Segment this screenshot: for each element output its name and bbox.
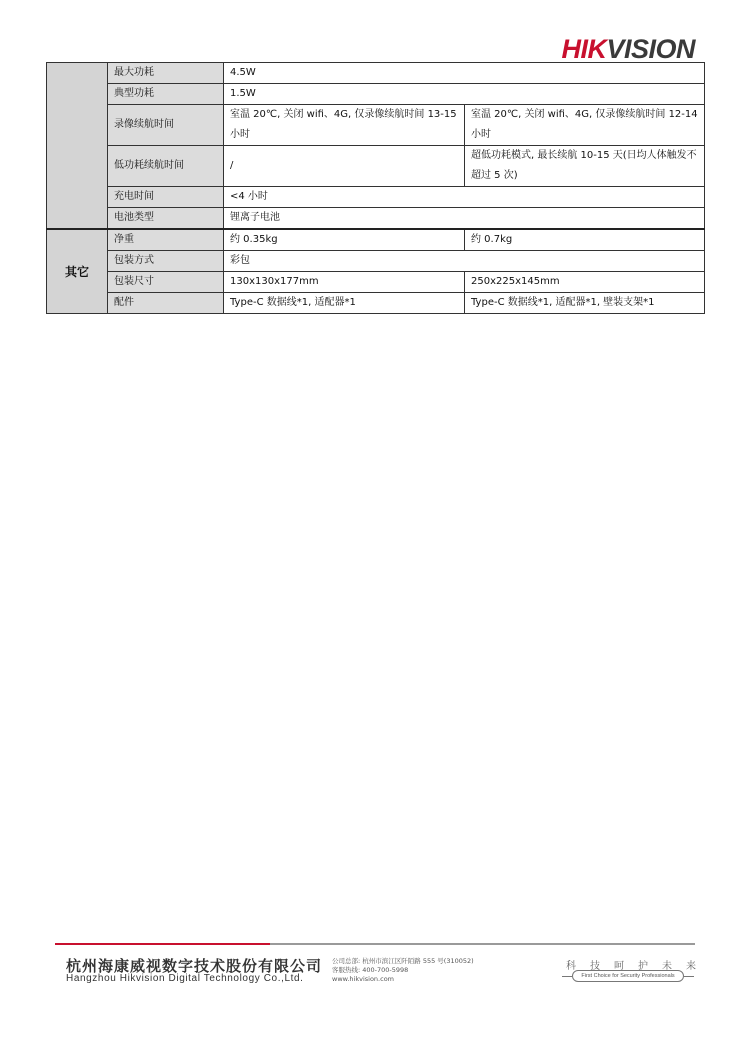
row-battery-type <box>47 208 705 230</box>
row-value: 彩包 <box>224 251 705 272</box>
row-value-b: 约 0.7kg <box>465 229 705 251</box>
row-package-size <box>47 272 705 293</box>
slogan-cn: 科技呵护未来 <box>566 961 710 972</box>
row-value: <4 小时 <box>224 187 705 208</box>
footer-divider-red <box>55 943 270 945</box>
logo-vision: VISION <box>606 34 695 64</box>
row-label: 典型功耗 <box>108 84 224 105</box>
row-net-weight <box>47 229 705 251</box>
row-value-b: 室温 20℃, 关闭 wifi、4G, 仅录像续航时间 12-14 小时 <box>465 105 705 146</box>
row-charge-time <box>47 187 705 208</box>
company-name-cn: 杭州海康威视数字技术股份有限公司 <box>66 957 323 975</box>
row-typical-power <box>47 84 705 105</box>
group-label-other: 其它 <box>47 229 108 314</box>
row-value: 1.5W <box>224 84 705 105</box>
footer-divider-gray <box>270 943 695 945</box>
company-name-en: Hangzhou Hikvision Digital Technology Co.,Ltd. <box>66 973 304 984</box>
address-text: 公司总部: 杭州市滨江区阡陌路 555 号(310052) <box>332 957 474 965</box>
row-max-power <box>47 63 705 84</box>
row-value-a: 130x130x177mm <box>224 272 465 293</box>
row-value-a: 室温 20℃, 关闭 wifi、4G, 仅录像续航时间 13-15 小时 <box>224 105 465 146</box>
group-cell-blank <box>47 63 108 230</box>
hikvision-logo <box>561 36 695 62</box>
row-label: 录像续航时间 <box>108 105 224 146</box>
row-value: 锂离子电池 <box>224 208 705 230</box>
hotline-text: 客服热线: 400-700-5998 <box>332 966 409 974</box>
row-value-a: / <box>224 146 465 187</box>
contact-info <box>332 957 474 984</box>
slogan-rule-right <box>684 976 694 977</box>
slogan-en: First Choice for Security Professionals <box>572 970 684 982</box>
row-label: 配件 <box>108 293 224 314</box>
logo-hik: HIK <box>561 34 607 64</box>
row-value-b: 超低功耗模式, 最长续航 10-15 天(日均人体触发不超过 5 次) <box>465 146 705 187</box>
row-accessories <box>47 293 705 314</box>
row-record-endurance <box>47 105 705 146</box>
row-value-a: Type-C 数据线*1, 适配器*1 <box>224 293 465 314</box>
website-text: www.hikvision.com <box>332 975 394 983</box>
row-value-b: 250x225x145mm <box>465 272 705 293</box>
row-label: 最大功耗 <box>108 63 224 84</box>
row-label: 低功耗续航时间 <box>108 146 224 187</box>
row-value-a: 约 0.35kg <box>224 229 465 251</box>
row-value: 4.5W <box>224 63 705 84</box>
row-label: 包装方式 <box>108 251 224 272</box>
row-packing <box>47 251 705 272</box>
slogan-en-badge <box>562 970 694 982</box>
row-label: 包装尺寸 <box>108 272 224 293</box>
slogan-rule-left <box>562 976 572 977</box>
row-value-b: Type-C 数据线*1, 适配器*1, 壁装支架*1 <box>465 293 705 314</box>
row-label: 净重 <box>108 229 224 251</box>
row-label: 电池类型 <box>108 208 224 230</box>
row-low-power-endurance <box>47 146 705 187</box>
spec-table <box>46 62 705 314</box>
row-label: 充电时间 <box>108 187 224 208</box>
